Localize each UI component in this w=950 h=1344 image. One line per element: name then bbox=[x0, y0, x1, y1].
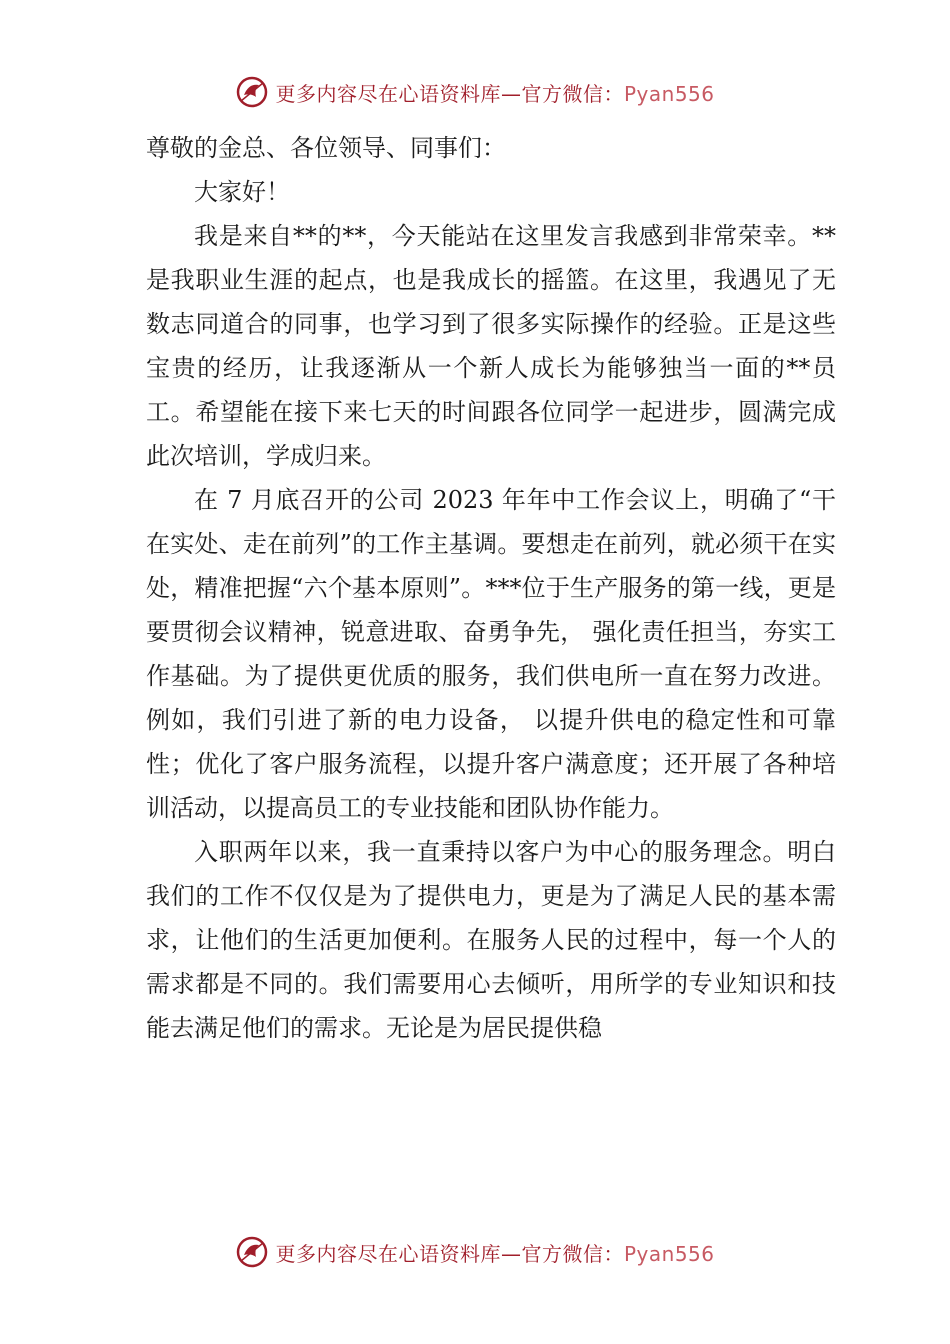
paragraph-meeting: 在 7 月底召开的公司 2023 年年中工作会议上，明确了“干在实处、走在前列”的工作主基调。要想走在前列，就必须干在实处，精准把握“六个基本原则”。***位于生产服务的第一线，更是要贯彻会议精神，锐意进取、奋勇争先， 强化责任担当，夯实工作基础。为了提供更优质的服务，我们供电所一直在努力改进。例如，我们引进了新的电力设备， 以提升供电的稳定性和可靠性；优化了客户服务流程，以提升客户满意度；还开展了各种培训活动，以提高员工的专业技能和团队协作能力。 bbox=[146, 486, 836, 822]
banner-text: 更多内容尽在心语资料库—官方微信：Pyan556 bbox=[275, 1241, 715, 1266]
salutation: 尊敬的金总、各位领导、同事们： bbox=[146, 134, 506, 162]
paragraph-service: 入职两年以来，我一直秉持以客户为中心的服务理念。明白我们的工作不仅仅是为了提供电力，更是为了满足人民的基本需求，让他们的生活更加便利。在服务人民的过程中，每一个人的需求都是不同的。我们需要用心去倾听，用所学的专业知识和技能去满足他们的需求。无论是为居民提供稳 bbox=[146, 838, 836, 1042]
paragraph-intro: 我是来自**的**，今天能站在这里发言我感到非常荣幸。**是我职业生涯的起点，也是我成长的摇篮。在这里，我遇见了无数志同道合的同事，也学习到了很多实际操作的经验。正是这些宝贵的经历，让我逐渐从一个新人成长为能够独当一面的**员工。希望能在接下来七天的时间跟各位同学一起进步，圆满完成此次培训，学成归来。 bbox=[146, 222, 836, 470]
seal-logo-icon bbox=[235, 75, 269, 109]
paragraph-greeting: 大家好！ bbox=[194, 178, 290, 206]
banner-text: 更多内容尽在心语资料库—官方微信：Pyan556 bbox=[275, 81, 715, 106]
footer-banner bbox=[0, 1232, 950, 1272]
header-banner bbox=[0, 72, 950, 112]
document-body bbox=[146, 126, 836, 1050]
seal-logo-icon bbox=[235, 1235, 269, 1269]
